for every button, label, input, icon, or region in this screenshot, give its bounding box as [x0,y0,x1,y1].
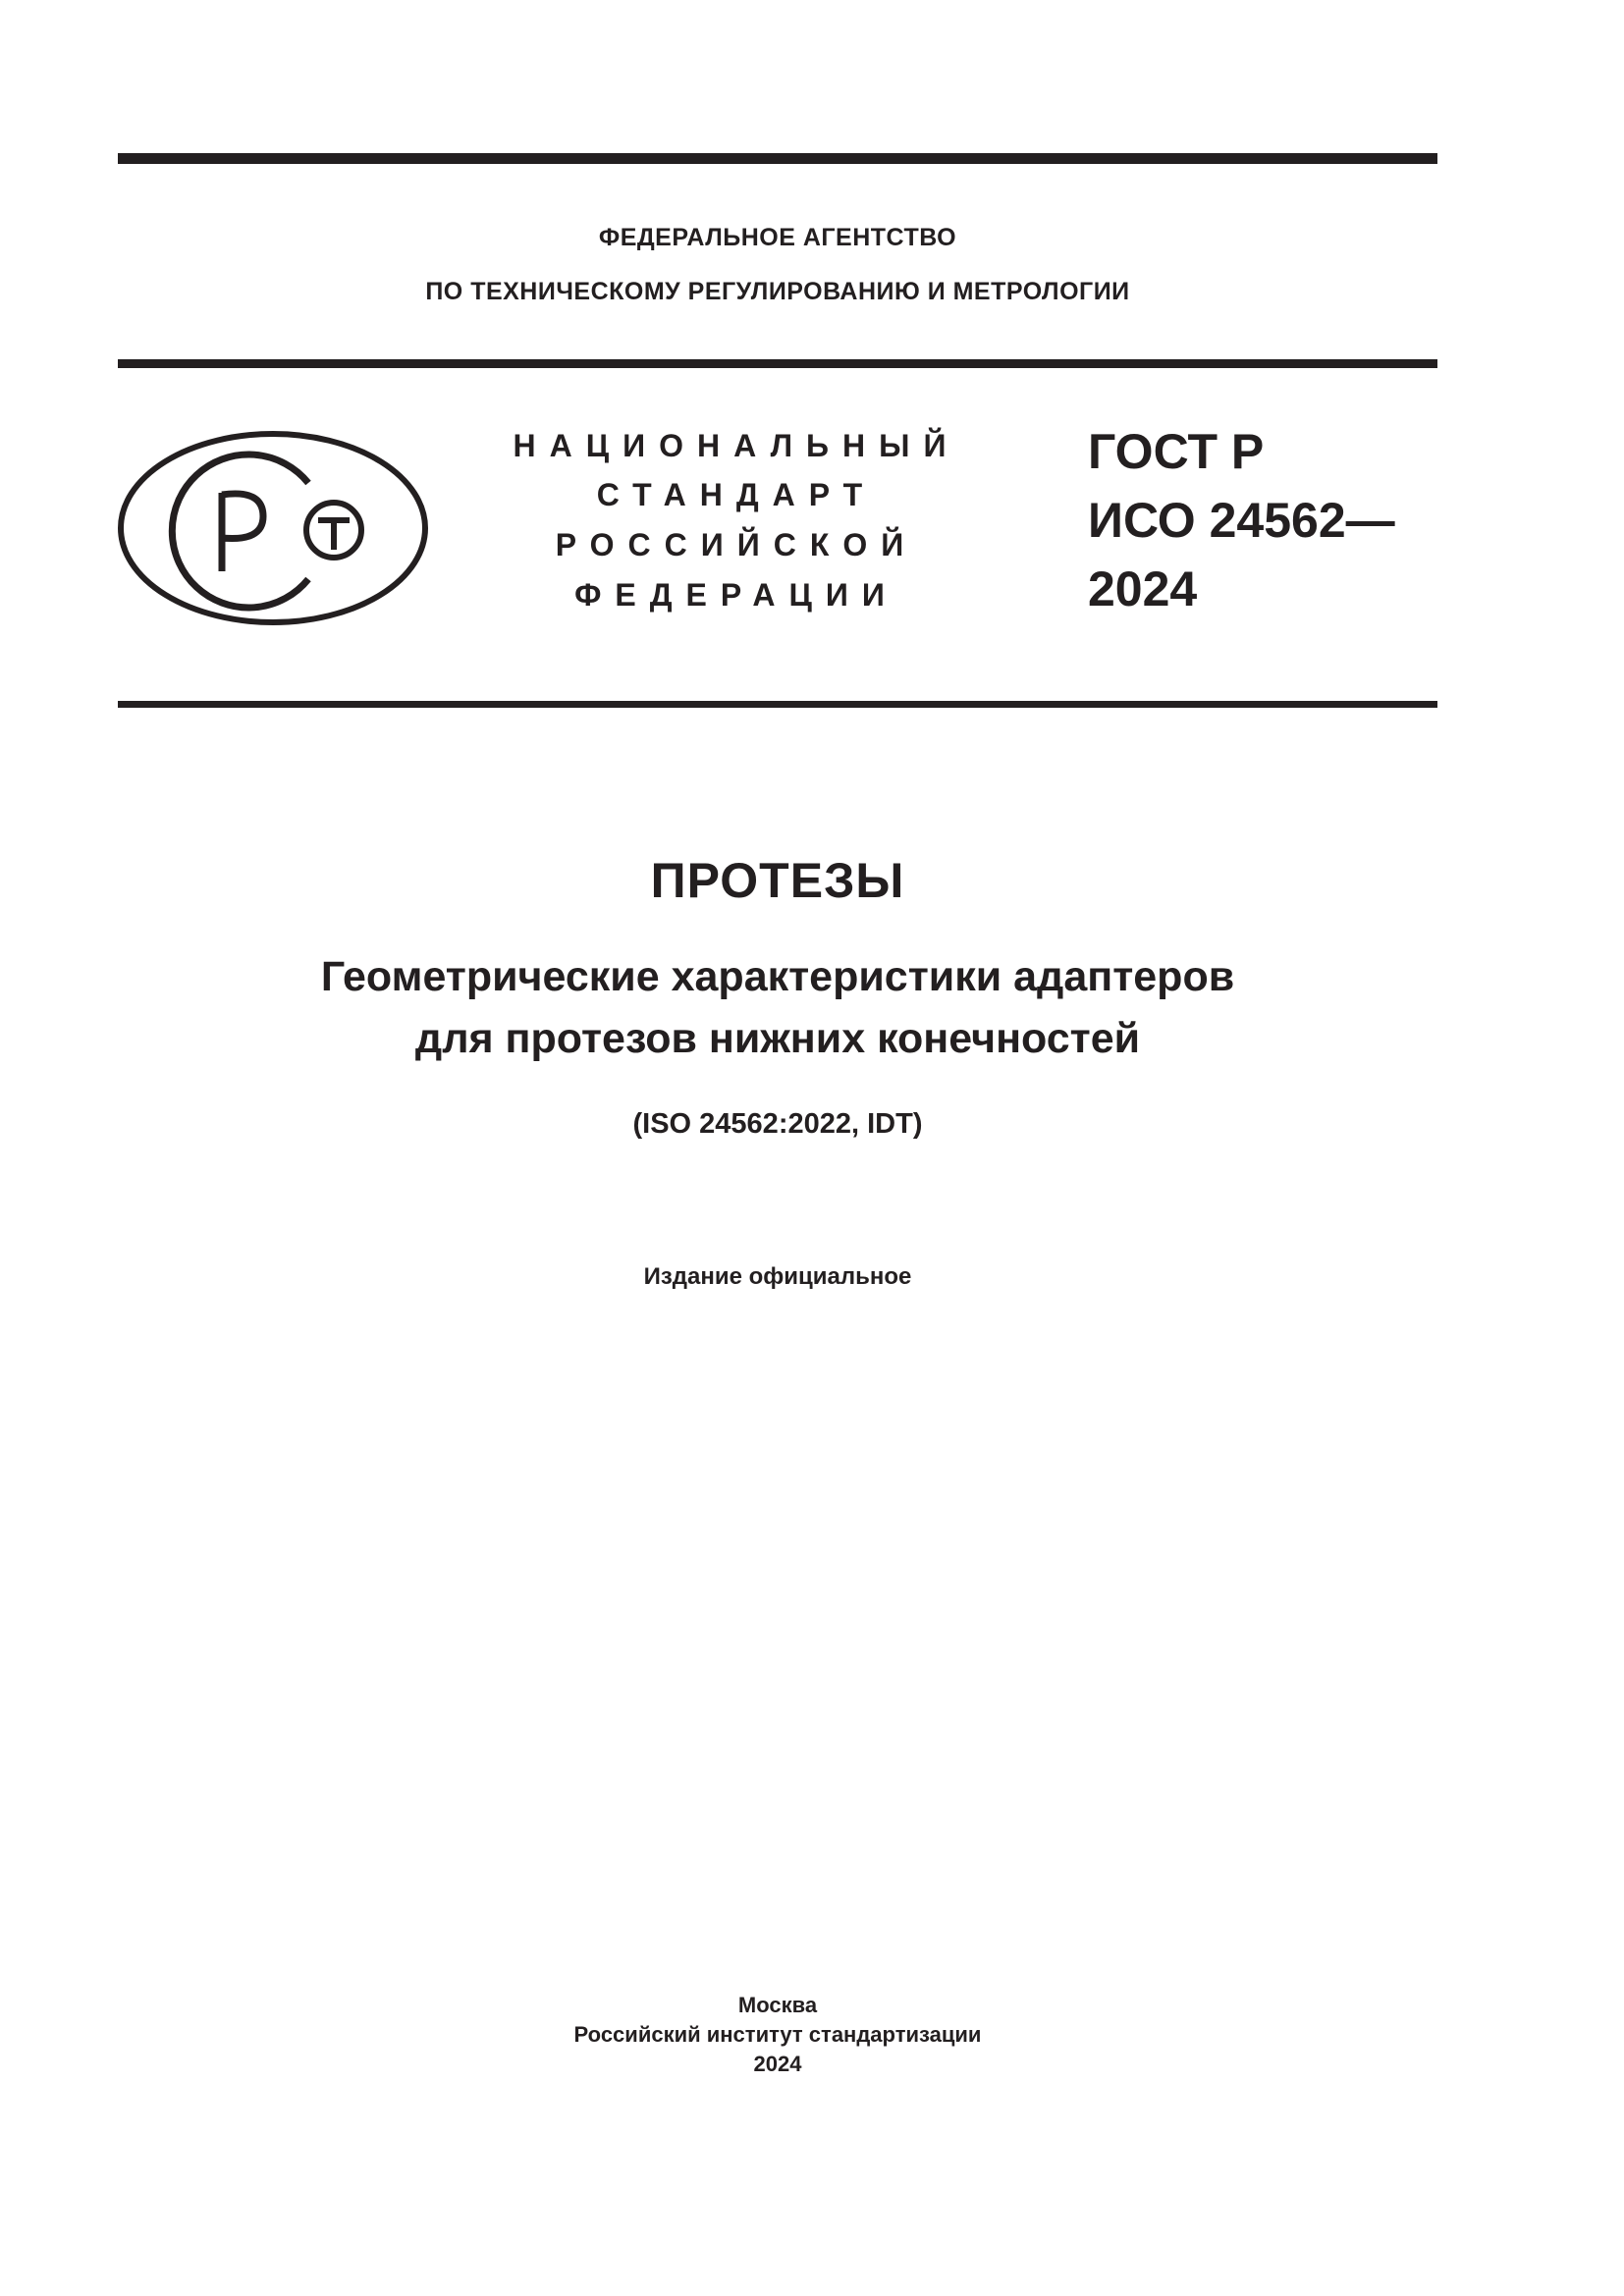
publisher-city: Москва [737,1993,818,2017]
edition-note: Издание официальное [643,1263,912,1290]
document-title: ПРОТЕЗЫ [650,853,905,908]
international-standard-reference: (ISO 24562:2022, IDT) [632,1108,923,1140]
header-divider [118,359,1437,368]
national-standard-line-3: РОССИЙСКОЙ [555,527,918,562]
agency-name-line-1: ФЕДЕРАЛЬНОЕ АГЕНТСТВО [598,224,957,251]
standard-designation-line-2: ИСО 24562— [1088,493,1395,548]
document-subtitle-line-2: для протезов нижних конечностей [414,1015,1141,1062]
publisher-organization: Российский институт стандартизации [573,2022,982,2047]
standard-designation-line-1: ГОСТ Р [1088,424,1265,479]
agency-name-line-2: ПО ТЕХНИЧЕСКОМУ РЕГУЛИРОВАНИЮ И МЕТРОЛОГИИ [425,278,1130,305]
document-subtitle-line-1: Геометрические характеристики адаптеров [320,953,1235,1000]
national-standard-line-1: НАЦИОНАЛЬНЫЙ [513,428,960,463]
top-divider [118,153,1437,164]
publication-year: 2024 [753,2052,802,2076]
national-standard-line-4: ФЕДЕРАЦИИ [574,577,898,613]
standard-designation-line-3: 2024 [1088,561,1198,616]
rst-certification-mark-icon [116,424,430,630]
national-standard-line-2: СТАНДАРТ [596,477,877,512]
title-block-divider [118,701,1437,708]
